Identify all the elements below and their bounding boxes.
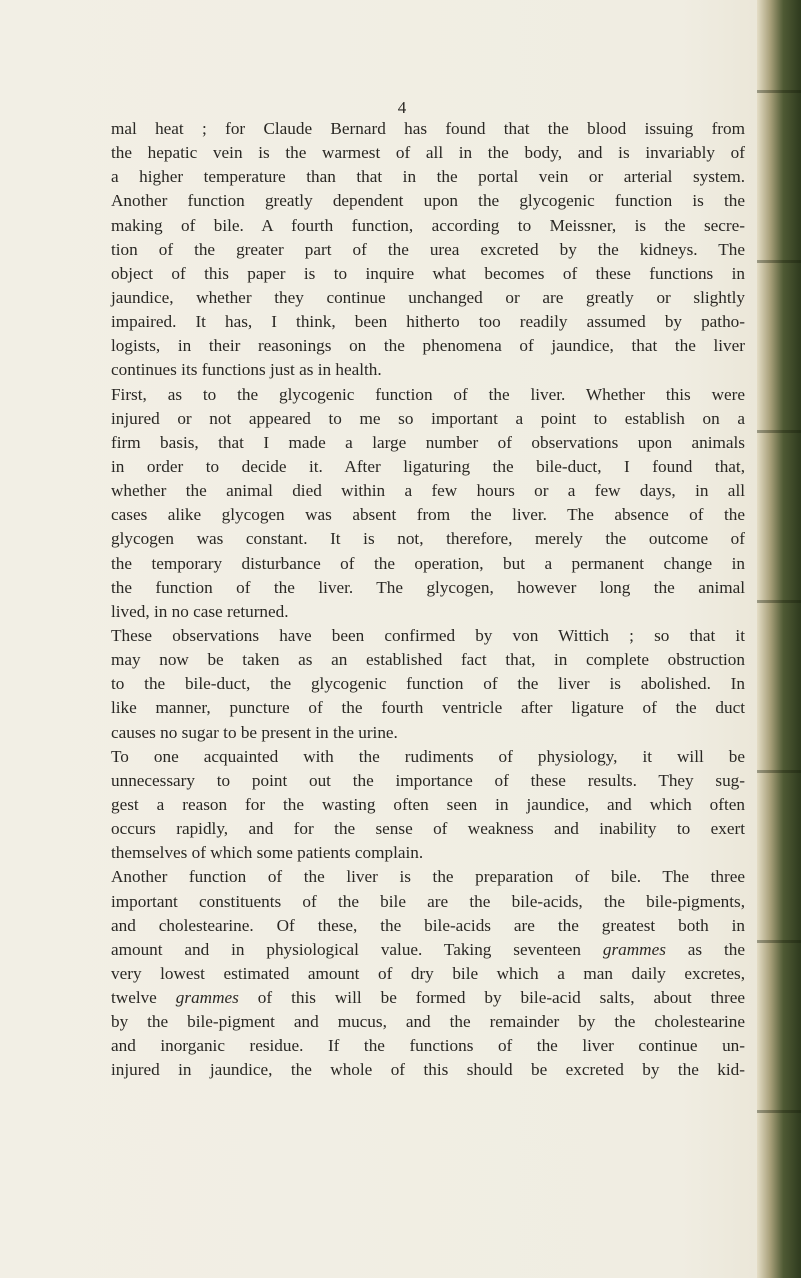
text-line: the temporary disturbance of the operation, but a permanent change in <box>111 553 745 573</box>
text-line: injured or not appeared to me so important a point to establish on a <box>111 408 745 428</box>
text-line: in order to decide it. After ligaturing the bile-duct, I found that, <box>111 456 745 476</box>
text-line: whether the animal died within a few hours or a few days, in all <box>111 481 745 501</box>
italic-term: grammes <box>175 988 239 1008</box>
text-line: unnecessary to point out the importance of these results. They sug- <box>111 770 745 790</box>
text-line: tion of the greater part of the urea excreted by the kidneys. The <box>111 239 745 259</box>
text-line: amount and in physiological value. Taking seventeen grammes as the <box>111 939 745 959</box>
text-line: and cholestearine. Of these, the bile-acids are the greatest both in <box>111 915 745 935</box>
text-line: making of bile. A fourth function, according to Meissner, is the secre- <box>111 215 745 235</box>
book-spine-edge <box>757 0 801 1278</box>
body-text <box>111 117 745 1083</box>
text-line: These observations have been confirmed by von Wittich ; so that it <box>111 625 745 645</box>
text-line: causes no sugar to be present in the urine. <box>111 722 398 742</box>
italic-term: grammes <box>602 939 666 959</box>
text-line: lived, in no case returned. <box>111 601 289 621</box>
text-line: the function of the liver. The glycogen, however long the animal <box>111 577 745 597</box>
text-line: Another function of the liver is the preparation of bile. The three <box>111 867 745 887</box>
text-line: jaundice, whether they continue unchanged or are greatly or slightly <box>111 287 745 307</box>
text-line: gest a reason for the wasting often seen in jaundice, and which often <box>111 794 745 814</box>
text-line: injured in jaundice, the whole of this should be excreted by the kid- <box>111 1060 745 1080</box>
text-line: the hepatic vein is the warmest of all in the body, and is invariably of <box>111 143 745 163</box>
text-line: glycogen was constant. It is not, therefore, merely the outcome of <box>111 529 745 549</box>
text-line: may now be taken as an established fact that, in complete obstruction <box>111 650 745 670</box>
text-line: To one acquainted with the rudiments of physiology, it will be <box>111 746 745 766</box>
text-line: cases alike glycogen was absent from the liver. The absence of the <box>111 505 745 525</box>
text-line: continues its functions just as in health. <box>111 360 382 380</box>
page-number: 4 <box>397 98 407 117</box>
text-line: themselves of which some patients complain. <box>111 843 424 863</box>
text-line: firm basis, that I made a large number of observations upon animals <box>111 432 745 452</box>
text-line: Another function greatly dependent upon the glycogenic function is the <box>111 191 745 211</box>
text-line: by the bile-pigment and mucus, and the remainder by the cholestearine <box>111 1012 745 1032</box>
text-line: important constituents of the bile are the bile-acids, the bile-pigments, <box>111 891 745 911</box>
text-line: impaired. It has, I think, been hitherto too readily assumed by patho- <box>111 312 745 332</box>
text-line: like manner, puncture of the fourth ventricle after ligature of the duct <box>111 698 745 718</box>
text-line: First, as to the glycogenic function of the liver. Whether this were <box>111 384 745 404</box>
text-line: and inorganic residue. If the functions of the liver continue un- <box>111 1036 745 1056</box>
text-line: logists, in their reasonings on the phenomena of jaundice, that the liver <box>111 336 745 356</box>
text-line: occurs rapidly, and for the sense of weakness and inability to exert <box>111 819 745 839</box>
text-line: object of this paper is to inquire what becomes of these functions in <box>111 263 745 283</box>
text-line: a higher temperature than that in the portal vein or arterial system. <box>111 167 745 187</box>
text-line: mal heat ; for Claude Bernard has found that the blood issuing from <box>111 119 745 138</box>
text-line: twelve grammes of this will be formed by bile-acid salts, about three <box>111 988 745 1008</box>
text-line: to the bile-duct, the glycogenic function of the liver is abolished. In <box>111 674 745 694</box>
text-line: very lowest estimated amount of dry bile which a man daily excretes, <box>111 963 745 983</box>
